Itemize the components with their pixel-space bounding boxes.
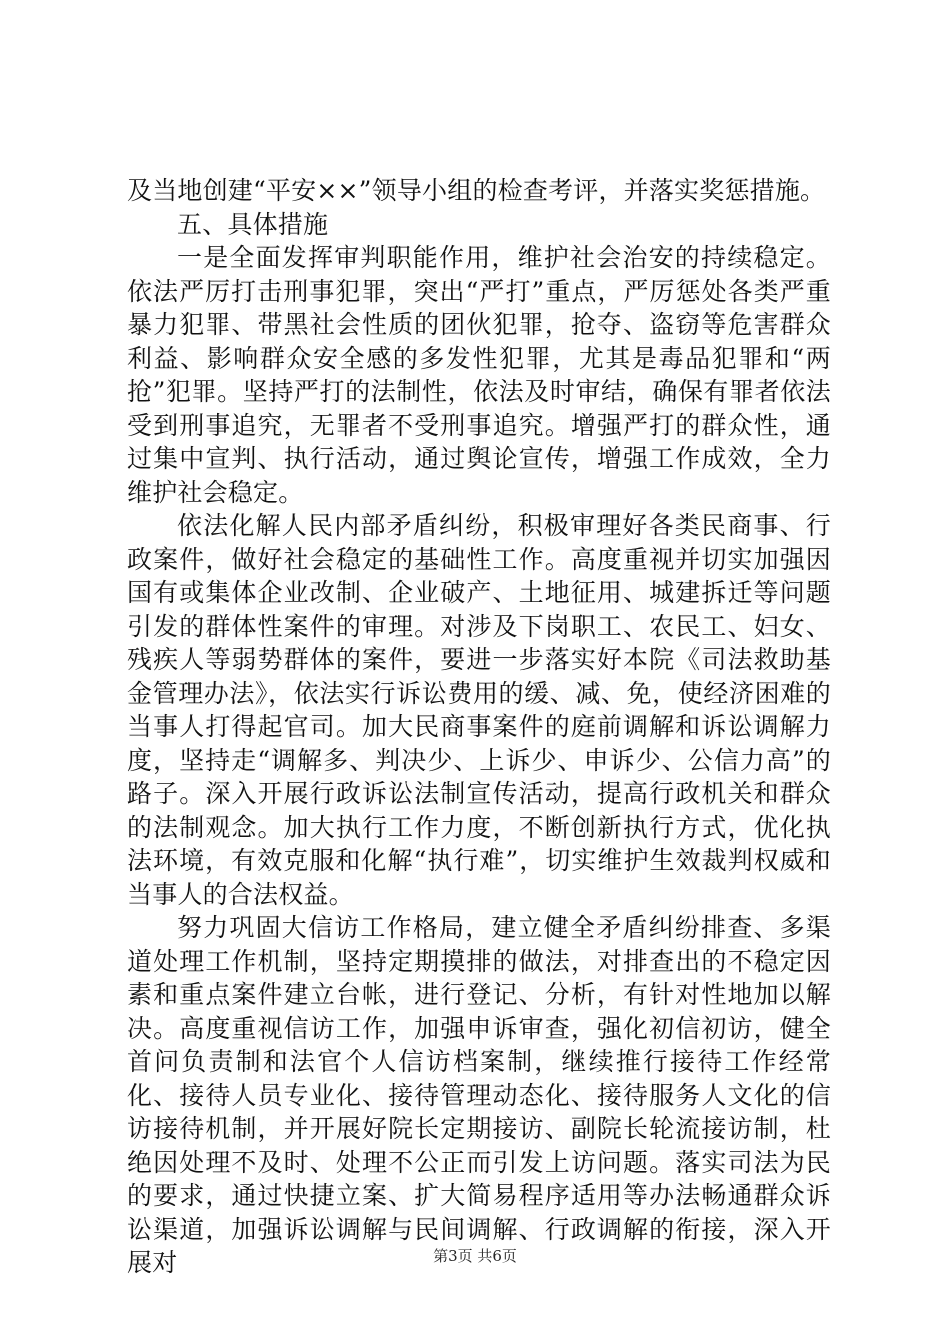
paragraph-continuation: 及当地创建“平安××”领导小组的检查考评，并落实奖惩措施。: [127, 176, 826, 205]
section-heading: 五、具体措施: [177, 209, 329, 239]
page-number-footer: 第3页 共6页: [433, 1247, 517, 1265]
document-body: [127, 174, 831, 1280]
paragraph-dispute-resolution: 依法化解人民内部矛盾纠纷，积极审理好各类民商事、行政案件，做好社会稳定的基础性工作。高度重视并切实加强因国有或集体企业改制、企业破产、土地征用、城建拆迁等问题引发的群体性案件的审理。对涉及下岗职工、农民工、妇女、残疾人等弱势群体的案件，要进一步落实好本院《司法救助基金管理办法》，依法实行诉讼费用的缓、减、免，使经济困难的当事人打得起官司。加大民商事案件的庭前调解和诉讼调解力度，坚持走“调解多、判决少、上诉少、申诉少、公信力高”的路子。深入开展行政诉讼法制宣传活动，提高行政机关和群众的法制观念。加大执行工作力度，不断创新执行方式，优化执法环境，有效克服和化解“执行难”，切实维护生效裁判权威和当事人的合法权益。: [127, 511, 831, 909]
paragraph-trial-function: 一是全面发挥审判职能作用，维护社会治安的持续稳定。依法严厉打击刑事犯罪，突出“严打”重点，严厉惩处各类严重暴力犯罪、带黑社会性质的团伙犯罪，抢夺、盗窃等危害群众利益、影响群众安全感的多发性犯罪，尤其是毒品犯罪和“两抢”犯罪。坚持严打的法制性，依法及时审结，确保有罪者依法受到刑事追究，无罪者不受刑事追究。增强严打的群众性，通过集中宣判、执行活动，通过舆论宣传，增强工作成效，全力维护社会稳定。: [127, 243, 831, 507]
paragraph-petition-work: 努力巩固大信访工作格局，建立健全矛盾纠纷排查、多渠道处理工作机制，坚持定期摸排的做法，对排查出的不稳定因素和重点案件建立台帐，进行登记、分析，有针对性地加以解决。高度重视信访工作，加强申诉审查，强化初信初访，健全首问负责制和法官个人信访档案制，继续推行接待工作经常化、接待人员专业化、接待管理动态化、接待服务人文化的信访接待机制，并开展好院长定期接访、副院长轮流接访制，杜绝因处理不及时、处理不公正而引发上访问题。落实司法为民的要求，通过快捷立案、扩大简易程序适用等办法畅通群众诉讼渠道，加强诉讼调解与民间调解、行政调解的衔接，深入开展对: [127, 913, 831, 1277]
